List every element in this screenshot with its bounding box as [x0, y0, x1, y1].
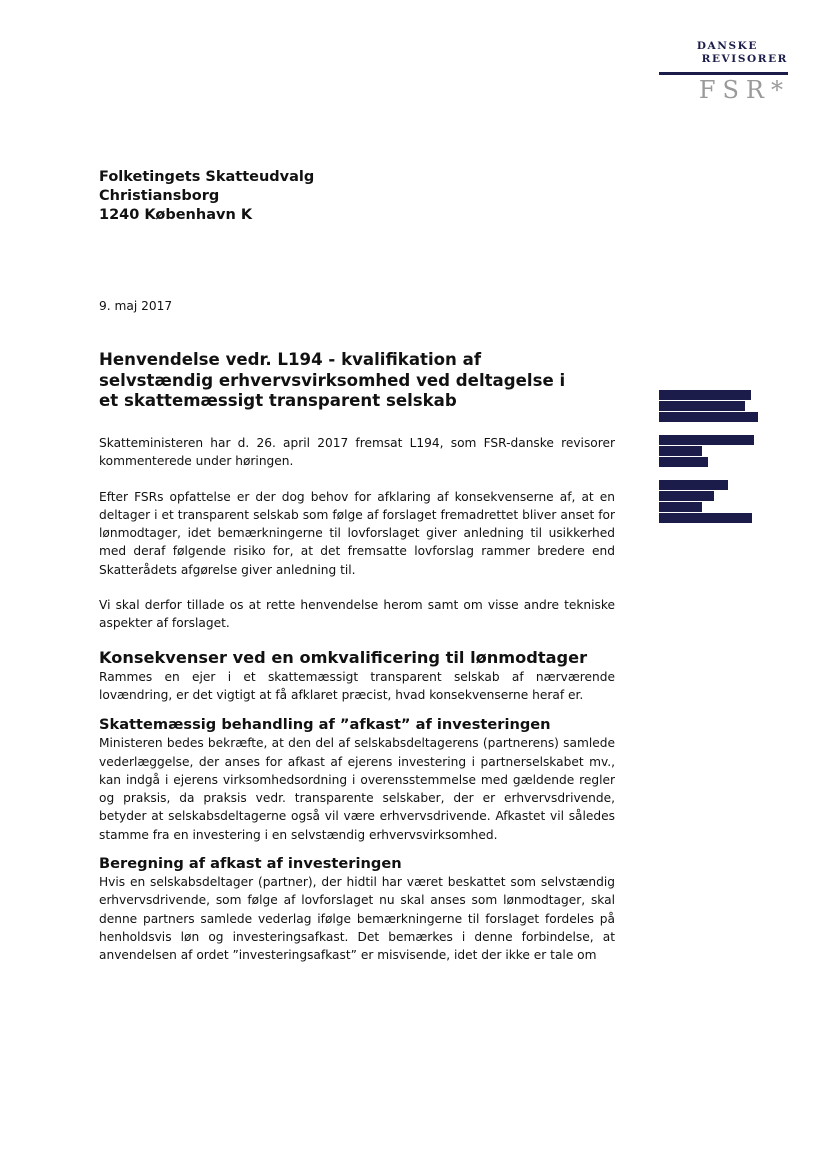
title-line-2: selvstændig erhvervsvirksomhed ved deltagelse i — [99, 370, 566, 390]
decorative-bars — [659, 390, 769, 530]
letter-body — [99, 434, 615, 965]
title-line-3: et skattemæssigt transparent selskab — [99, 391, 457, 410]
letter-title — [99, 350, 629, 412]
title-line-1: Henvendelse vedr. L194 - kvalifikation af — [99, 350, 482, 369]
decor-bar — [659, 457, 708, 467]
decor-bar — [659, 480, 728, 490]
letter-date: 9. maj 2017 — [99, 299, 173, 313]
paragraph-return-calculation: Hvis en selskabsdeltager (partner), der hidtil har været beskattet som selvstændig erhvervsdrivende, som følge af lovforslaget nu skal anses som lønmodtager, skal denne partners samlede vederlag ifølge bemærkningerne til forslaget fordeles på henholdsvis løn og investeringsafkast. Det bemærkes i denne forbindelse, at anvendelsen af ordet ”investeringsafkast” er misvisende, idet der ikke er tale om — [99, 875, 615, 963]
paragraph-intro: Skatteministeren har d. 26. april 2017 fremsat L194, som FSR-danske revisorer kommenterede under høringen. — [99, 436, 615, 469]
logo-fsr-mark: FSR* — [698, 76, 790, 104]
recipient-address — [99, 168, 314, 225]
paragraph-clarification: Efter FSRs opfattelse er der dog behov for afklaring af konsekvenserne af, at en deltager i et transparent selskab som følge af forslaget fremadrettet bliver anset for lønmodtager, idet bemærkningerne til lovforslaget giver anledning til usikkerhed med deraf følgende risiko for, at det fremsatte lovforslag rammer bredere end Skatterådets afgørelse giver anledning til. — [99, 489, 615, 577]
logo-rule — [659, 72, 788, 75]
paragraph-consequences: Rammes en ejer i et skattemæssigt transparent selskab af nærværende lovændring, er det vigtigt at få afklaret præcist, hvad konsekvenserne heraf er. — [99, 669, 615, 702]
heading-consequences: Konsekvenser ved en omkvalificering til lønmodtager — [99, 647, 588, 667]
logo-line-danske: DANSKE — [696, 40, 758, 52]
fsr-logo — [640, 38, 790, 102]
decor-bar — [659, 513, 752, 523]
decor-bar — [659, 502, 702, 512]
logo-line-revisorer: REVISORER — [701, 53, 788, 65]
decor-bar — [659, 390, 751, 400]
decor-bar — [659, 435, 754, 445]
paragraph-tax-treatment: Ministeren bedes bekræfte, at den del af selskabsdeltagerens (partnerens) samlede vederlæggelse, der anses for afkast af ejerens investering i partnerselskabet mv., kan indgå i ejerens virksomhedsordning i overensstemmelse med gældende regler og praksis, da praksis vedr. transparente selskaber, der er erhvervsdrivende, betyder at selskabsdeltagerne også vil være erhvervsdrivende. Afkastet vil således stamme fra en investering i en selvstændig erhvervsvirksomhed. — [99, 736, 615, 842]
decor-bar — [659, 412, 758, 422]
heading-return-calculation: Beregning af afkast af investeringen — [99, 855, 402, 873]
address-line-2: Christiansborg — [99, 188, 220, 204]
decor-bar — [659, 446, 702, 456]
decor-bar — [659, 401, 745, 411]
address-line-3: 1240 København K — [99, 207, 253, 223]
heading-tax-treatment: Skattemæssig behandling af ”afkast” af investeringen — [99, 716, 551, 734]
address-line-1: Folketingets Skatteudvalg — [99, 169, 315, 185]
paragraph-request: Vi skal derfor tillade os at rette henvendelse herom samt om visse andre tekniske aspekter af forslaget. — [99, 598, 615, 631]
decor-bar — [659, 491, 714, 501]
